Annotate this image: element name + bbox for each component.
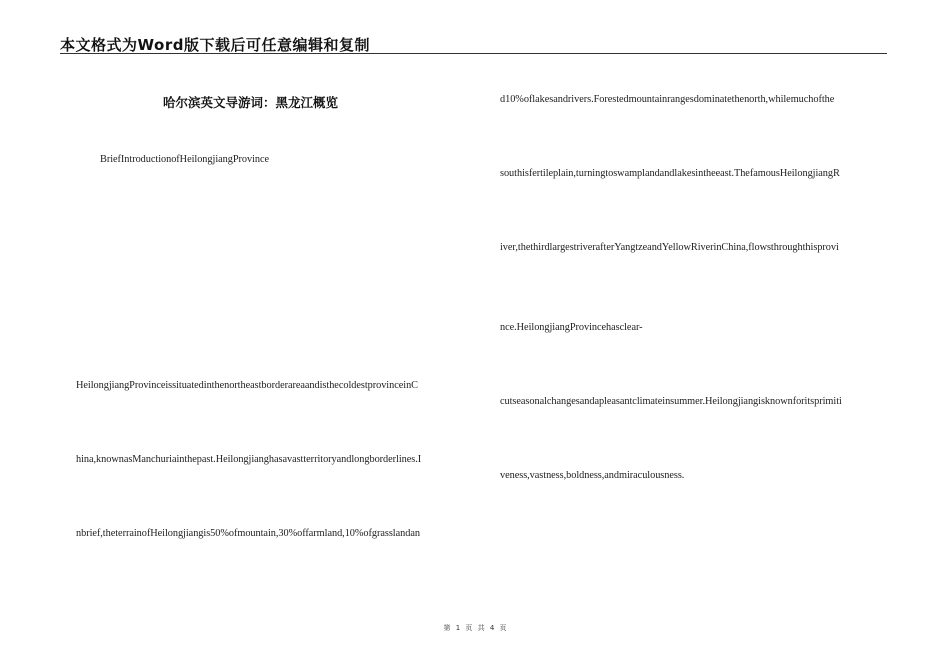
left-column-line: hina,knownasManchuriainthepast.Heilongjianghasavastterritoryandlongborderlines.I bbox=[76, 454, 422, 465]
page-number-footer: 第 1 页 共 4 页 bbox=[443, 624, 507, 632]
right-column-line: cutseasonalchangesandapleasantclimateinsummer.Heilongjiangisknownforitsprimiti bbox=[500, 396, 842, 407]
right-column-line: veness,vastness,boldness,andmiraculousness. bbox=[500, 470, 685, 481]
document-title: 哈尔滨英文导游词：黑龙江概览 bbox=[163, 95, 339, 110]
right-column-line: nce.HeilongjiangProvincehasclear- bbox=[500, 322, 643, 333]
document-subtitle: BriefIntroductionofHeilongjiangProvince bbox=[100, 154, 270, 165]
left-column-line: HeilongjiangProvinceissituatedinthenortheastborderareaandisthecoldestprovinceinC bbox=[76, 380, 418, 391]
right-column-line: iver,thethirdlargestriverafterYangtzeandYellowRiverinChina,flowsthroughthisprovi bbox=[500, 242, 839, 253]
right-column-line: d10%oflakesandrivers.Forestedmountainrangesdominatethenorth,whilemuchofthe bbox=[500, 94, 835, 105]
document-header-banner: 本文格式为Word版下载后可任意编辑和复制 bbox=[60, 36, 370, 54]
right-column-line: southisfertileplain,turningtoswamplandandlakesintheeast.ThefamousHeilongjiangR bbox=[500, 168, 840, 179]
header-divider bbox=[60, 53, 887, 54]
left-column-line: nbrief,theterrainofHeilongjiangis50%ofmountain,30%offarmland,10%ofgrasslandan bbox=[76, 528, 420, 539]
